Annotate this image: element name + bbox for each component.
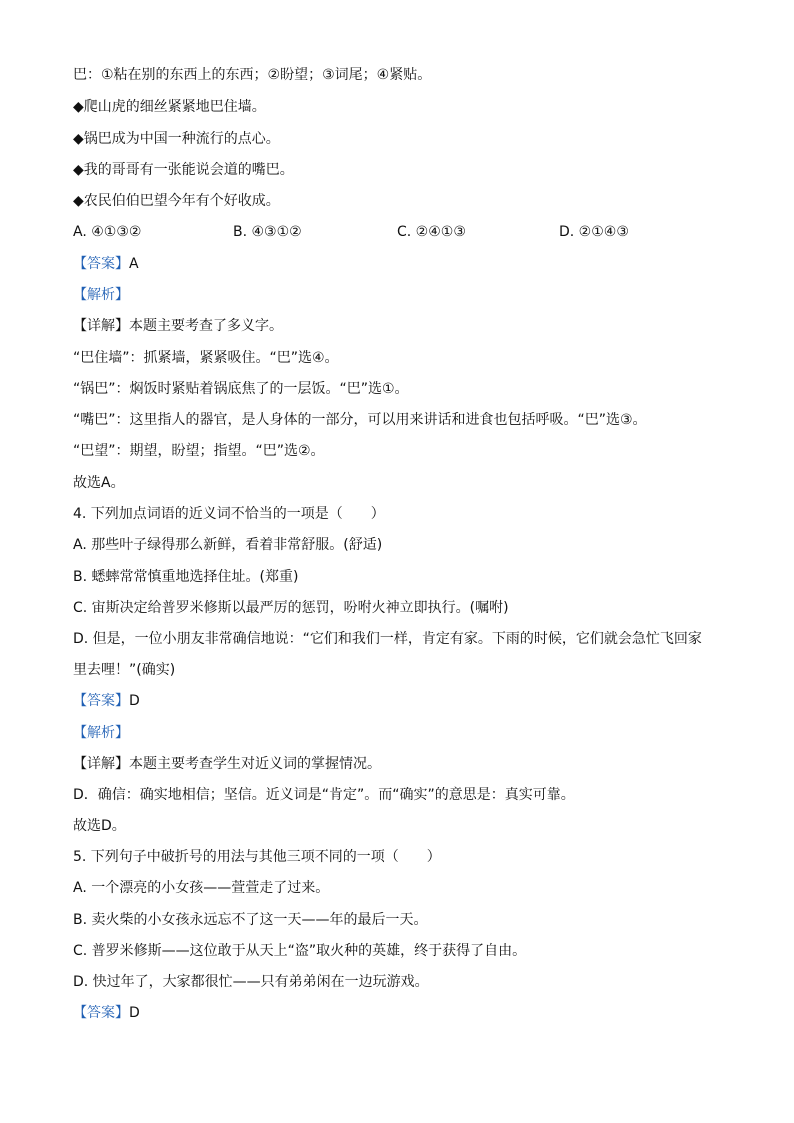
explanation-line: D．确信：确实地相信；坚信。近义词是“肯定”。而“确实”的意思是：真实可靠。 xyxy=(73,787,575,803)
analysis-line xyxy=(73,285,733,305)
detail-tag: 【详解】 xyxy=(73,756,129,772)
answer-line xyxy=(73,691,733,711)
question-5-option-d: D. 快过年了，大家都很忙——只有弟弟闲在一边玩游戏。 xyxy=(73,974,429,990)
question-5-option-c: C. 普罗米修斯——这位敢于从天上“盗”取火种的英雄，终于获得了自由。 xyxy=(73,943,527,959)
answer-tag: 【答案】 xyxy=(73,256,129,272)
conclusion-line: 故选A。 xyxy=(73,475,125,491)
bullet-item: ◆农民伯伯巴望今年有个好收成。 xyxy=(73,193,280,209)
detail-line xyxy=(73,316,733,336)
question-4-option-c: C. 宙斯决定给普罗米修斯以最严厉的惩罚，吩咐火神立即执行。(嘱咐) xyxy=(73,600,509,616)
detail-text: 本题主要考查学生对近义词的掌握情况。 xyxy=(129,756,381,772)
definition-line: 巴：①粘在别的东西上的东西；②盼望；③词尾；④紧贴。 xyxy=(73,67,432,83)
question-5-option-b: B. 卖火柴的小女孩永远忘不了这一天——年的最后一天。 xyxy=(73,912,428,928)
bullet-item: ◆锅巴成为中国一种流行的点心。 xyxy=(73,131,280,147)
analysis-tag: 【解析】 xyxy=(73,725,129,741)
analysis-line xyxy=(73,723,733,743)
explanation-line: “巴住墙”：抓紧墙，紧紧吸住。“巴”选④。 xyxy=(73,350,339,366)
bullet-item: ◆我的哥哥有一张能说会道的嘴巴。 xyxy=(73,162,294,178)
question-4-option-d-cont: 里去哩！”(确实) xyxy=(73,662,176,678)
bullet-item: ◆爬山虎的细丝紧紧地巴住墙。 xyxy=(73,99,266,115)
explanation-line: “嘴巴”：这里指人的器官，是人身体的一部分，可以用来讲话和进食也包括呼吸。“巴”选③。 xyxy=(73,412,647,428)
question-5-option-a: A. 一个漂亮的小女孩——萱萱走了过来。 xyxy=(73,880,330,896)
detail-line xyxy=(73,754,733,774)
question-4-option-b: B. 蟋蟀常常慎重地选择住址。(郑重) xyxy=(73,569,299,585)
answer-value: D xyxy=(129,1005,140,1021)
analysis-tag: 【解析】 xyxy=(73,287,129,303)
detail-text: 本题主要考查了多义字。 xyxy=(129,318,283,334)
answer-value: D xyxy=(129,693,140,709)
answer-tag: 【答案】 xyxy=(73,1005,129,1021)
option-b: B. ④③①② xyxy=(233,224,302,240)
option-a: A. ④①③② xyxy=(73,224,142,240)
conclusion-line: 故选D。 xyxy=(73,818,126,834)
answer-value: A xyxy=(129,256,139,272)
question-5-stem: 5. 下列句子中破折号的用法与其他三项不同的一项（ ） xyxy=(73,849,441,865)
question-4-stem: 4. 下列加点词语的近义词不恰当的一项是（ ） xyxy=(73,506,385,522)
explanation-line: “巴望”：期望，盼望；指望。“巴”选②。 xyxy=(73,443,325,459)
question-4-option-d: D. 但是，一位小朋友非常确信地说：“它们和我们一样，肯定有家。下雨的时候，它们就会急忙飞回家 xyxy=(73,631,702,647)
option-d: D. ②①④③ xyxy=(559,224,629,240)
explanation-line: “锅巴”：焖饭时紧贴着锅底焦了的一层饭。“巴”选①。 xyxy=(73,381,409,397)
option-c: C. ②④①③ xyxy=(397,224,466,240)
answer-tag: 【答案】 xyxy=(73,693,129,709)
answer-line xyxy=(73,1003,733,1023)
question-4-option-a: A. 那些叶子绿得那么新鲜，看着非常舒服。(舒适) xyxy=(73,537,383,553)
answer-line xyxy=(73,254,733,274)
detail-tag: 【详解】 xyxy=(73,318,129,334)
